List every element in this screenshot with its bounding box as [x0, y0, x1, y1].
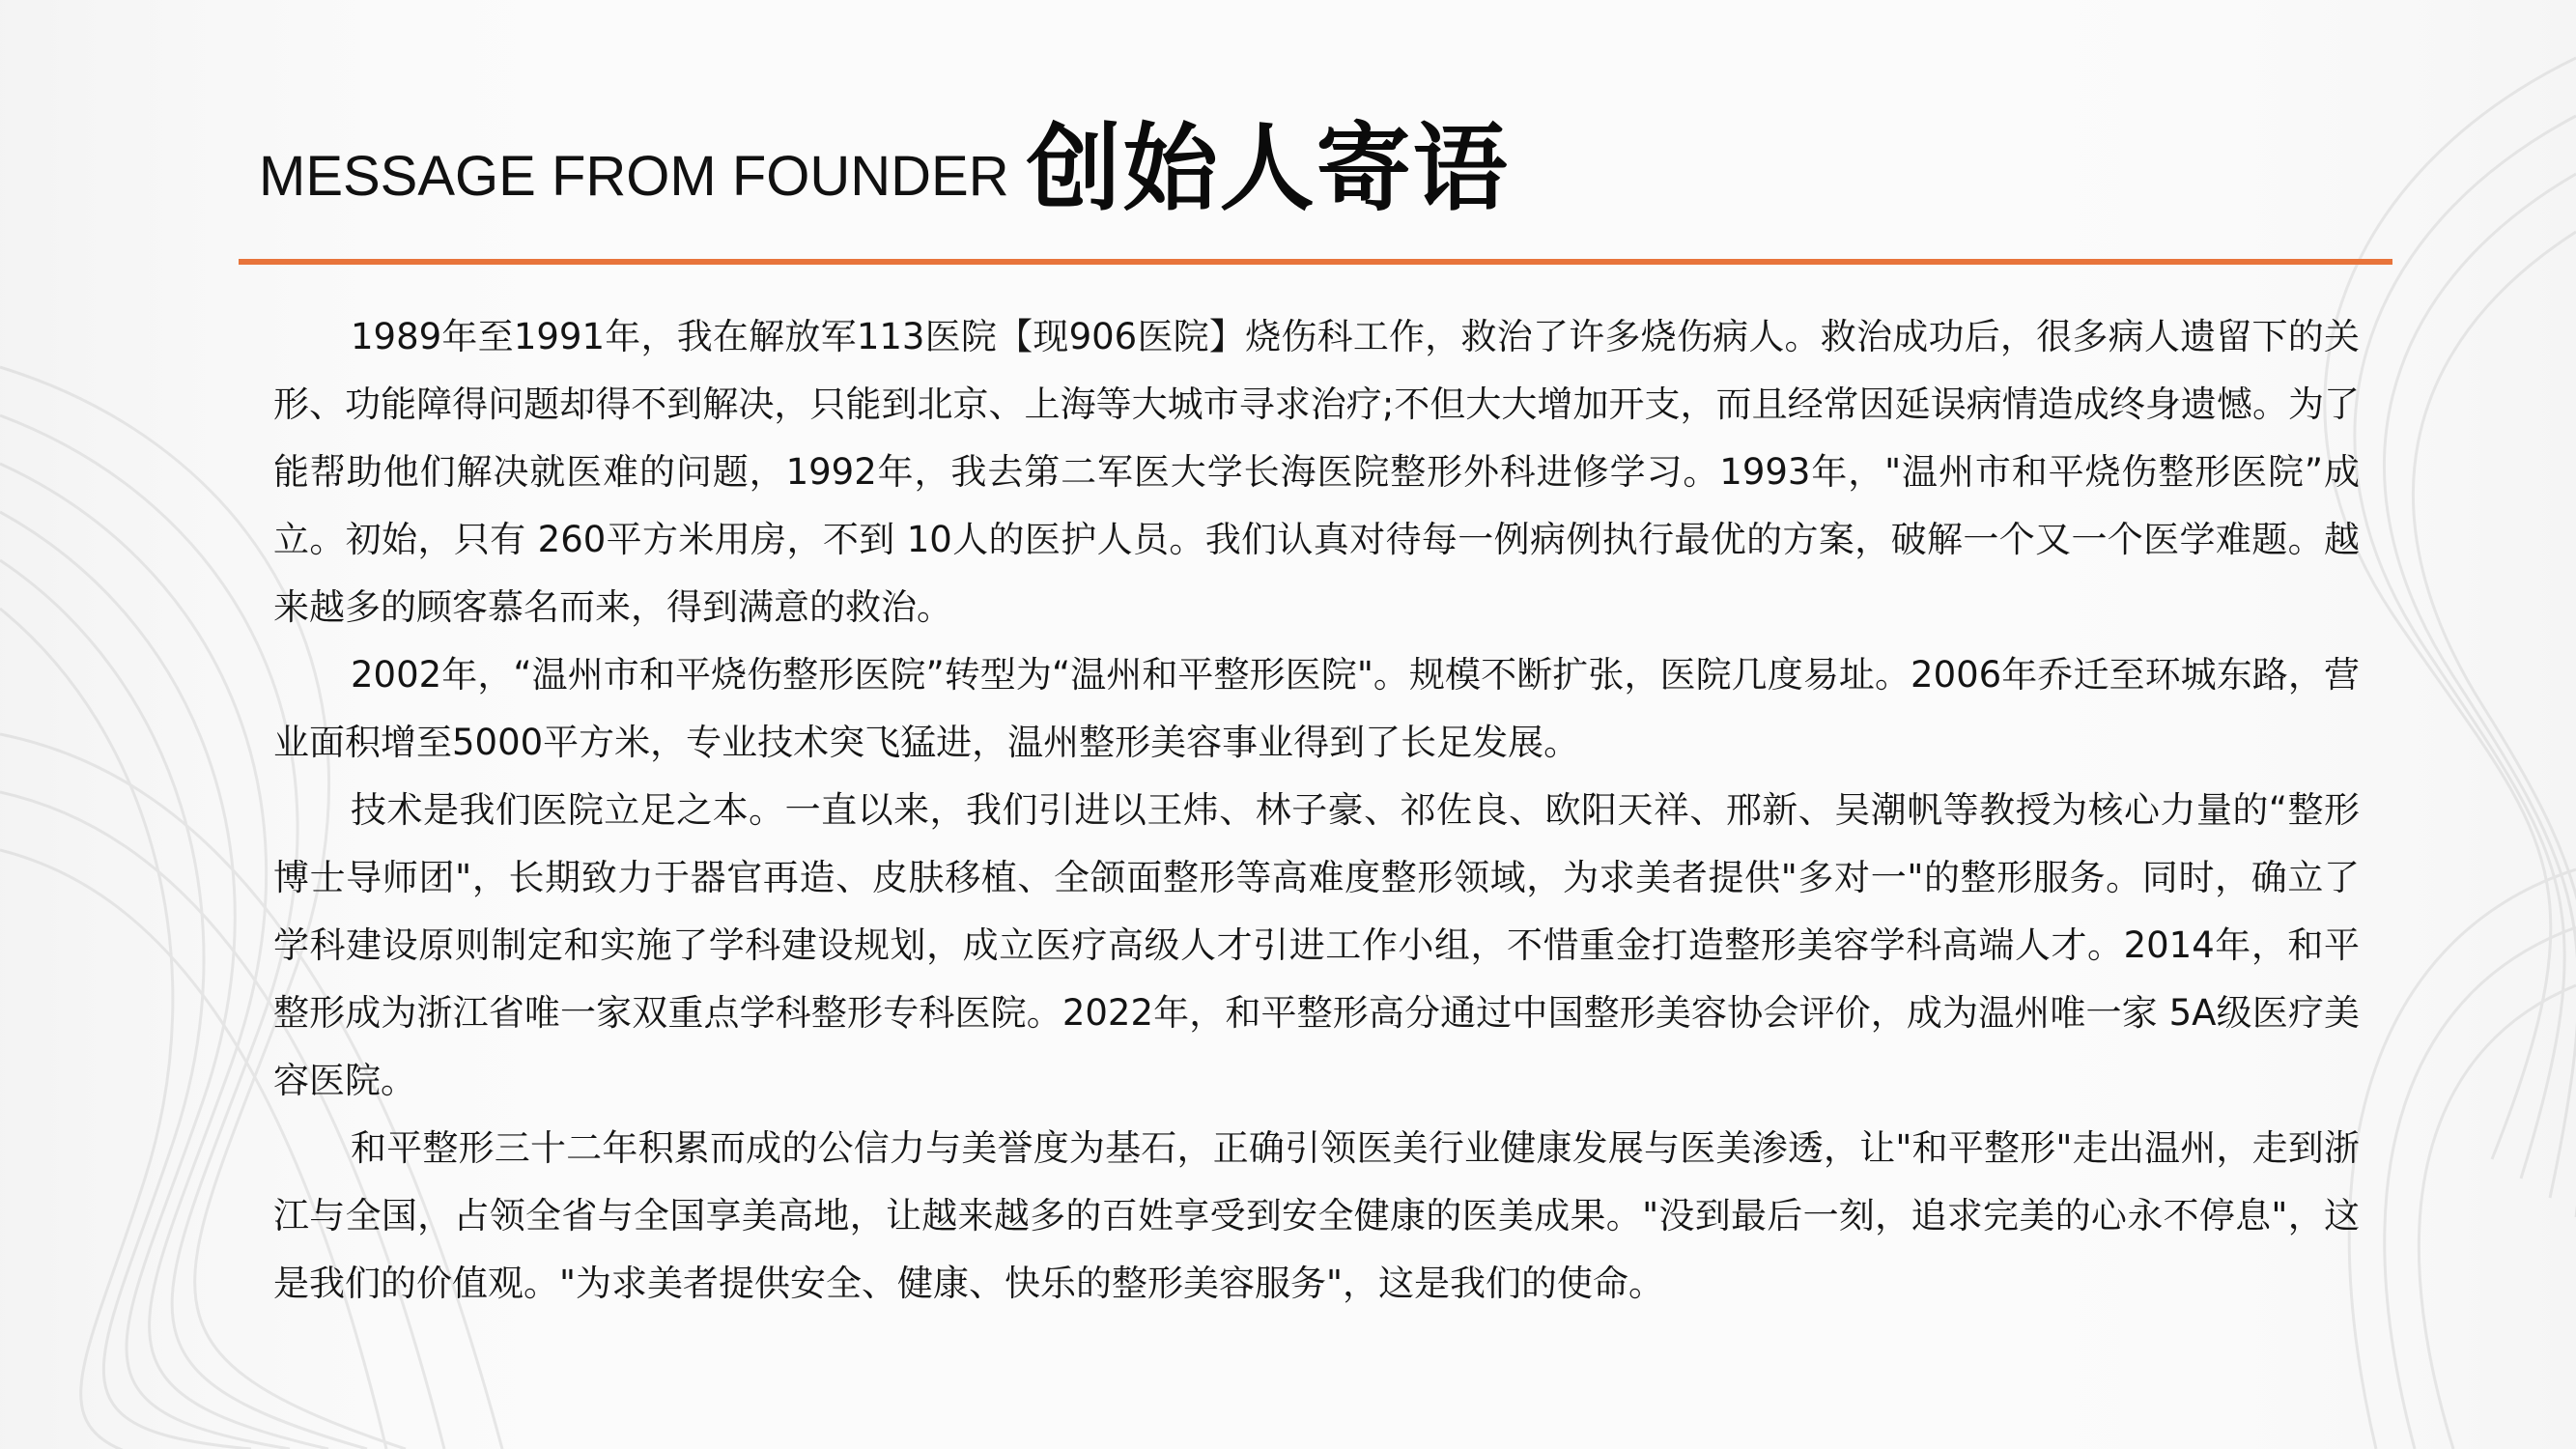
paragraph-history: 1989年至1991年，我在解放军113医院【现906医院】烧伤科工作，救治了许多烧伤病人。救治成功后，很多病人遗留下的关形、功能障得问题却得不到解决，只能到北京、上海等大城市寻求治疗;不但大大增加开支，而且经常因延误病情造成终身遗憾。为了能帮助他们解决就医难的问题，1992年，我去第二军医大学长海医院整形外科进修学习。1993年，"温州市和平烧伤整形医院”成立。初始，只有 260平方米用房，不到 10人的医护人员。我们认真对待每一例病例执行最优的方案，破解一个又一个医学难题。越来越多的顾客慕名而来，得到满意的救治。 [273, 316, 2360, 628]
founder-message-body [273, 303, 2360, 1318]
page-title [259, 93, 1510, 228]
title-chinese: 创始人寄语 [1026, 114, 1510, 224]
paragraph-mission: 和平整形三十二年积累而成的公信力与美誉度为基石，正确引领医美行业健康发展与医美渗透，让"和平整形"走出温州，走到浙江与全国，占领全省与全国享美高地，让越来越多的百姓享受到安全健康的医美成果。"没到最后一刻，追求完美的心永不停息"，这是我们的价值观。"为求美者提供安全、健康、快乐的整形美容服务"，这是我们的使命。 [273, 1127, 2360, 1304]
title-english: MESSAGE FROM FOUNDER [259, 145, 1009, 208]
paragraph-technology: 技术是我们医院立足之本。一直以来，我们引进以王炜、林子豪、祁佐良、欧阳天祥、邢新、吴潮帆等教授为核心力量的“整形博士导师团"，长期致力于器官再造、皮肤移植、全颌面整形等高难度整形领域，为求美者提供"多对一"的整形服务。同时，确立了学科建设原则制定和实施了学科建设规划，成立医疗高级人才引进工作小组，不惜重金打造整形美容学科高端人才。2014年，和平整形成为浙江省唯一家双重点学科整形专科医院。2022年，和平整形高分通过中国整形美容协会评价，成为温州唯一家 5A级医疗美容医院。 [273, 789, 2360, 1101]
paragraph-transformation: 2002年，“温州市和平烧伤整形医院”转型为“温州和平整形医院"。规模不断扩张，医院几度易址。2006年乔迁至环城东路，营业面积增至5000平方米，专业技术突飞猛进，温州整形美容事业得到了长足发展。 [273, 654, 2360, 763]
accent-divider [239, 259, 2392, 265]
